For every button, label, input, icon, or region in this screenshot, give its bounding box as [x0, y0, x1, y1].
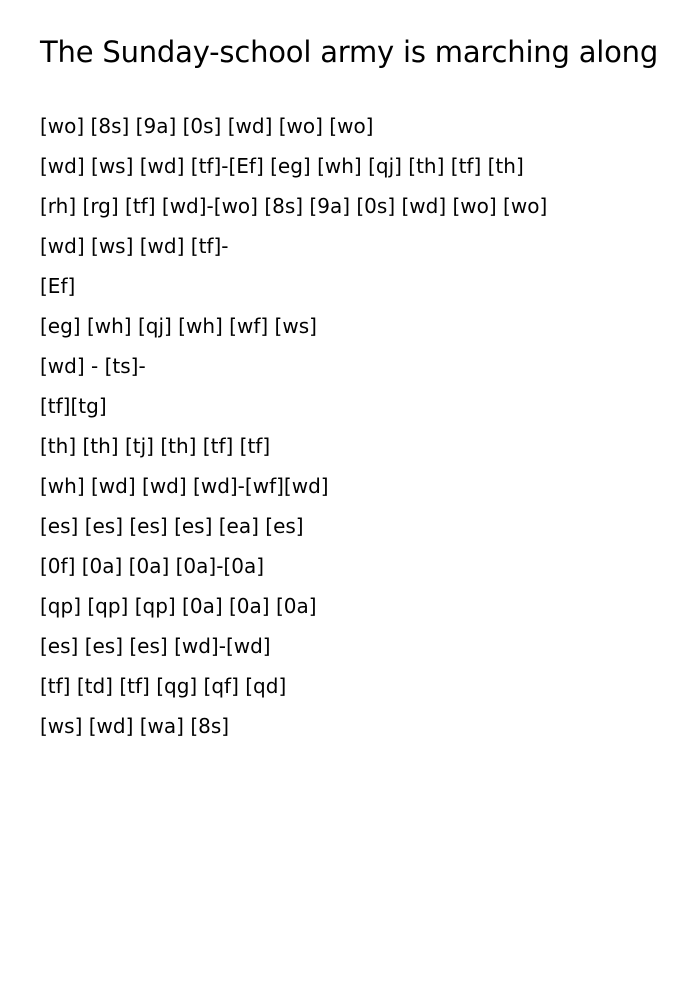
notes-list	[40, 106, 690, 746]
notes-line-14: [es] [es] [es] [wd]-[wd]	[40, 634, 271, 658]
notes-line-15: [tf] [td] [tf] [qg] [qf] [qd]	[40, 674, 287, 698]
sheet-content	[40, 28, 690, 746]
notes-line-12: [0f] [0a] [0a] [0a]-[0a]	[40, 554, 265, 578]
notes-line-1: [wo] [8s] [9a] [0s] [wd] [wo] [wo]	[40, 114, 374, 138]
notes-line-13: [qp] [qp] [qp] [0a] [0a] [0a]	[40, 594, 317, 618]
notes-line-7: [wd] - [ts]-	[40, 354, 146, 378]
page-title: The Sunday-school army is marching along	[40, 35, 659, 69]
notes-line-10: [wh] [wd] [wd] [wd]-[wf][wd]	[40, 474, 329, 498]
notes-line-9: [th] [th] [tj] [th] [tf] [tf]	[40, 434, 271, 458]
notes-line-11: [es] [es] [es] [es] [ea] [es]	[40, 514, 304, 538]
notes-line-5: [Ef]	[40, 274, 76, 298]
notes-line-6: [eg] [wh] [qj] [wh] [wf] [ws]	[40, 314, 317, 338]
notes-line-4: [wd] [ws] [wd] [tf]-	[40, 234, 229, 258]
notes-line-8: [tf][tg]	[40, 394, 107, 418]
notes-line-2: [wd] [ws] [wd] [tf]-[Ef] [eg] [wh] [qj] [th] [tf] [th]	[40, 154, 524, 178]
notes-line-16: [ws] [wd] [wa] [8s]	[40, 714, 230, 738]
notes-line-3: [rh] [rg] [tf] [wd]-[wo] [8s] [9a] [0s] [wd] [wo] [wo]	[40, 194, 548, 218]
